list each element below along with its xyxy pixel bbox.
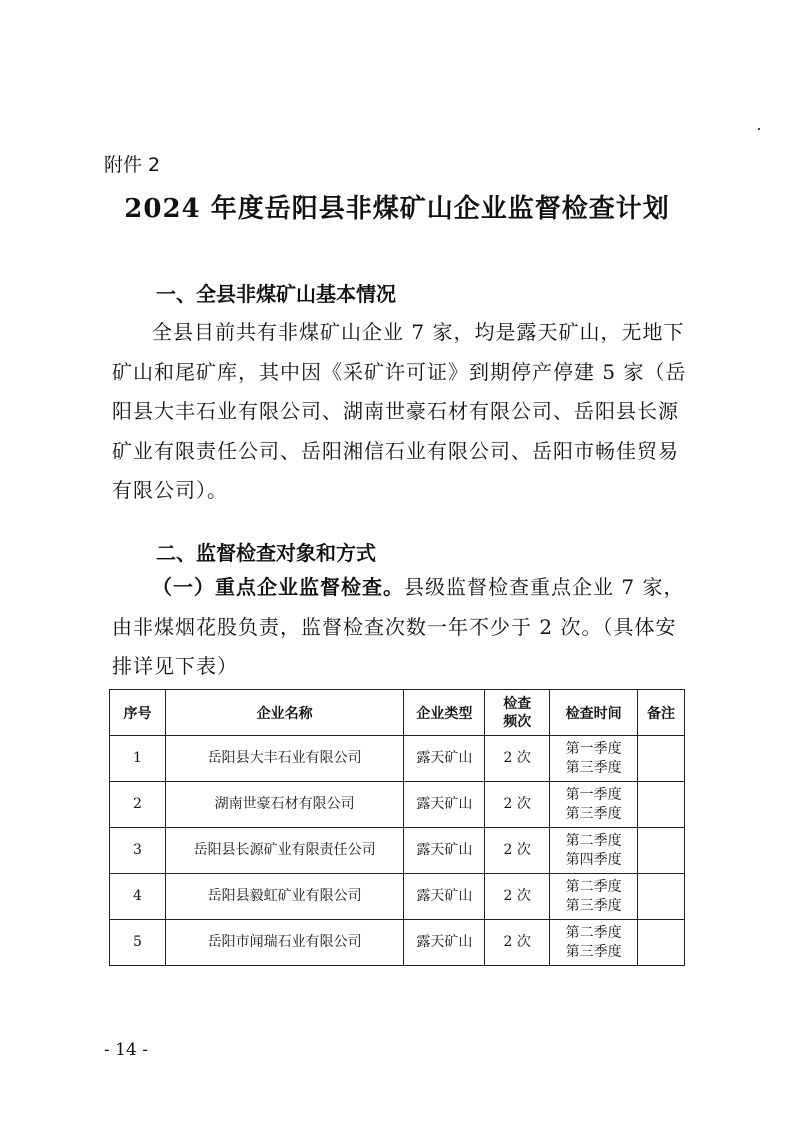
table-row: [110, 874, 685, 920]
cell-time-1: 第二季度: [565, 924, 622, 941]
section-1-paragraph: 全县目前共有非煤矿山企业 7 家，均是露天矿山，无地下矿山和尾矿库，其中因《采矿许可证》到期停产停建 5 家（岳阳县大丰石业有限公司、湖南世豪石材有限公司、岳阳县长源矿业有限责任公司、岳阳湘信石业有限公司、岳阳市畅佳贸易有限公司）。: [112, 320, 687, 502]
section-2-heading: 二、监督检查对象和方式: [156, 541, 376, 565]
cell-time: [550, 782, 638, 828]
cell-frequency: 2 次: [485, 920, 550, 966]
header-frequency: 检查频次: [485, 690, 550, 736]
attachment-label: 附件 2: [104, 154, 161, 176]
cell-no: 2: [110, 782, 166, 828]
cell-time: [550, 874, 638, 920]
cell-type: 露天矿山: [404, 874, 485, 920]
document-title: 2024 年度岳阳县非煤矿山企业监督检查计划: [124, 194, 670, 224]
cell-note: [638, 782, 685, 828]
header-note: 备注: [638, 690, 685, 736]
cell-time: [550, 920, 638, 966]
cell-no: 5: [110, 920, 166, 966]
cell-time-1: 第二季度: [565, 878, 622, 895]
header-no: 序号: [110, 690, 166, 736]
cell-time-2: 第三季度: [565, 943, 622, 960]
table-row: [110, 920, 685, 966]
section-2-body: 县级监督检查重点企业 7 家，由非煤烟花股负责，监督检查次数一年不少于 2 次。（具体安排详见下表）: [112, 575, 685, 678]
section-1-heading: 一、全县非煤矿山基本情况: [156, 282, 396, 306]
cell-type: 露天矿山: [404, 920, 485, 966]
cell-time-2: 第三季度: [565, 759, 622, 776]
cell-type: 露天矿山: [404, 782, 485, 828]
cell-no: 3: [110, 828, 166, 874]
header-name: 企业名称: [165, 690, 404, 736]
cell-frequency: 2 次: [485, 782, 550, 828]
cell-time: [550, 736, 638, 782]
cell-name: 岳阳县毅虹矿业有限公司: [165, 874, 404, 920]
cell-time-2: 第四季度: [565, 851, 622, 868]
table-row: [110, 828, 685, 874]
cell-type: 露天矿山: [404, 828, 485, 874]
table-header-row: [110, 690, 685, 736]
cell-frequency: 2 次: [485, 736, 550, 782]
cell-note: [638, 920, 685, 966]
cell-no: 4: [110, 874, 166, 920]
cell-note: [638, 874, 685, 920]
cell-name: 岳阳县长源矿业有限责任公司: [165, 828, 404, 874]
cell-time-1: 第一季度: [565, 786, 622, 803]
section-2-paragraph: [112, 568, 690, 687]
cell-time: [550, 828, 638, 874]
cell-name: 岳阳县大丰石业有限公司: [165, 736, 404, 782]
cell-frequency: 2 次: [485, 828, 550, 874]
header-time: 检查时间: [550, 690, 638, 736]
scan-speck: [758, 128, 760, 130]
cell-time-1: 第二季度: [565, 832, 622, 849]
cell-time-1: 第一季度: [565, 740, 622, 757]
inspection-table: [109, 689, 685, 966]
table-row: [110, 736, 685, 782]
cell-time-2: 第三季度: [565, 897, 622, 914]
cell-type: 露天矿山: [404, 736, 485, 782]
cell-note: [638, 736, 685, 782]
cell-time-2: 第三季度: [565, 805, 622, 822]
cell-note: [638, 828, 685, 874]
page-number: - 14 -: [104, 1040, 148, 1060]
table-row: [110, 782, 685, 828]
cell-name: 湖南世豪石材有限公司: [165, 782, 404, 828]
header-type: 企业类型: [404, 690, 485, 736]
cell-no: 1: [110, 736, 166, 782]
section-2-lead: （一）重点企业监督检查。: [152, 575, 404, 599]
cell-frequency: 2 次: [485, 874, 550, 920]
cell-name: 岳阳市闻瑞石业有限公司: [165, 920, 404, 966]
